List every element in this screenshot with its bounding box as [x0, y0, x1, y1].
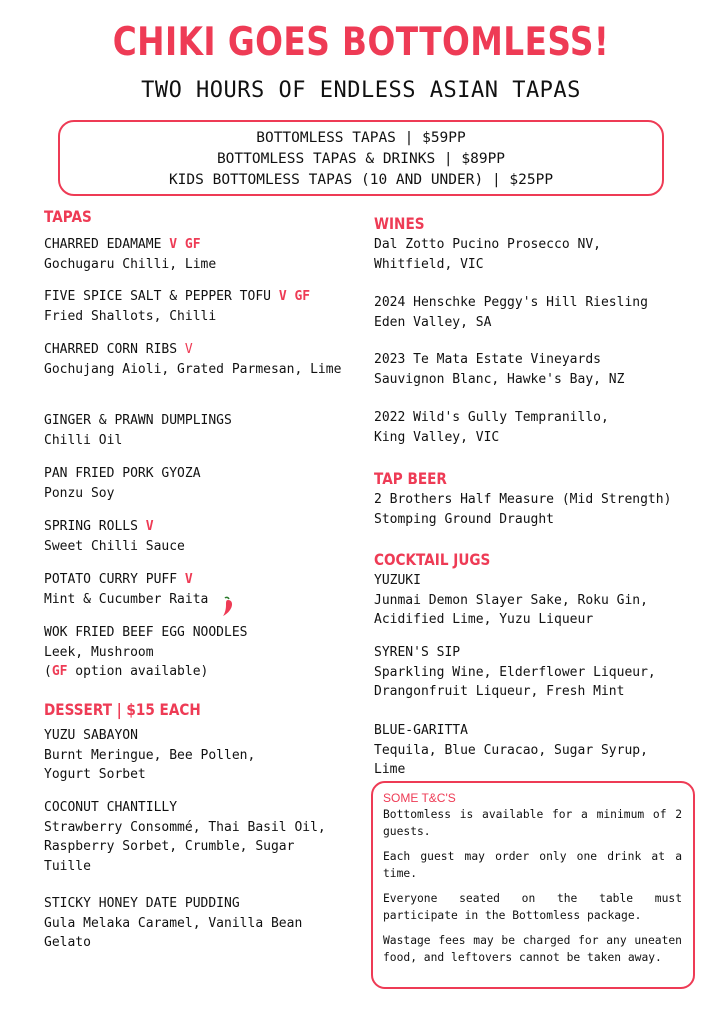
dessert-heading: DESSERT | $15 EACH: [44, 700, 201, 719]
item-note: (GF option available): [44, 664, 209, 679]
note-text: option available): [67, 664, 209, 679]
wine-line: Whitfield, VIC: [374, 256, 484, 272]
wine-line: 2023 Te Mata Estate Vineyards: [374, 352, 601, 367]
beer-line: Stomping Ground Draught: [374, 511, 555, 527]
wine-item: [374, 408, 694, 447]
item-desc: Gochujang Aioli, Grated Parmesan, Lime: [44, 361, 342, 377]
item-name: YUZU SABAYON: [44, 728, 138, 743]
wine-line: 2022 Wild's Gully Tempranillo,: [374, 410, 609, 425]
wine-line: King Valley, VIC: [374, 429, 500, 445]
price-bottomless-tapas: BOTTOMLESS TAPAS | $59PP: [256, 130, 466, 146]
item-name: BLUE-GARITTA: [374, 723, 468, 738]
item-name: WOK FRIED BEEF EGG NOODLES: [44, 625, 248, 640]
terms-paragraph: Wastage fees may be charged for any uneaten food, and leftovers cannot be taken away.: [383, 934, 682, 964]
cocktail-item: [374, 721, 694, 780]
price-tapas-drinks: BOTTOMLESS TAPAS & DRINKS | $89PP: [216, 151, 506, 167]
menu-item: [44, 235, 354, 274]
item-desc: Sweet Chilli Sauce: [44, 538, 185, 554]
terms-paragraph: Each guest may order only one drink at a time.: [383, 850, 682, 880]
wine-line: Eden Valley, SA: [374, 314, 492, 330]
item-name: GINGER & PRAWN DUMPLINGS: [44, 413, 232, 428]
beer-item: [374, 490, 694, 529]
menu-item: [44, 340, 354, 379]
wine-item: [374, 293, 694, 332]
price-kids: KIDS BOTTOMLESS TAPAS (10 AND UNDER) | $25PP: [168, 172, 554, 188]
page-title: CHIKI GOES BOTTOMLESS!: [112, 20, 610, 65]
menu-item: [44, 287, 354, 326]
menu-item: [44, 798, 354, 876]
wine-item: [374, 235, 694, 274]
item-name: SYREN'S SIP: [374, 645, 461, 660]
item-name: CHARRED CORN RIBS: [44, 342, 178, 357]
dietary-tag: V: [145, 519, 154, 534]
item-desc: Leek, Mushroom: [44, 644, 154, 660]
item-name: COCONUT CHANTILLY: [44, 800, 178, 815]
tapas-heading: TAPAS: [44, 207, 92, 226]
wine-line: Sauvignon Blanc, Hawke's Bay, NZ: [374, 371, 625, 387]
page-subtitle: TWO HOURS OF ENDLESS ASIAN TAPAS: [141, 78, 581, 103]
beer-line: 2 Brothers Half Measure (Mid Strength): [374, 492, 672, 507]
item-desc: Burnt Meringue, Bee Pollen, Yogurt Sorbet: [44, 747, 256, 782]
menu-item: [44, 726, 354, 785]
item-desc: Strawberry Consommé, Thai Basil Oil, Raspberry Sorbet, Crumble, Sugar Tuille: [44, 819, 326, 874]
item-desc: Tequila, Blue Curacao, Sugar Syrup, Lime: [374, 742, 648, 777]
item-name: STICKY HONEY DATE PUDDING: [44, 896, 240, 911]
cocktail-item: [374, 571, 694, 630]
price-box: [58, 120, 664, 196]
dietary-tag: V GF: [278, 289, 311, 304]
item-desc: Chilli Oil: [44, 432, 123, 448]
menu-item: [44, 464, 354, 503]
cocktail-heading: COCKTAIL JUGS: [374, 550, 491, 569]
item-name: FIVE SPICE SALT & PEPPER TOFU: [44, 289, 271, 304]
tap-beer-heading: TAP BEER: [374, 469, 447, 488]
item-name: POTATO CURRY PUFF: [44, 572, 178, 587]
item-desc: Gula Melaka Caramel, Vanilla Bean Gelato: [44, 915, 303, 950]
item-desc: Sparkling Wine, Elderflower Liqueur, Drangonfruit Liqueur, Fresh Mint: [374, 664, 656, 699]
wines-heading: WINES: [374, 214, 425, 233]
gf-tag: GF: [51, 664, 68, 679]
dietary-tag: V GF: [169, 237, 201, 252]
terms-paragraph: Everyone seated on the table must participate in the Bottomless package.: [383, 892, 682, 922]
menu-item: [44, 570, 354, 609]
item-name: CHARRED EDAMAME: [44, 237, 162, 252]
item-desc: Fried Shallots, Chilli: [44, 308, 217, 324]
item-desc: Mint & Cucumber Raita: [44, 591, 209, 607]
item-name: PAN FRIED PORK GYOZA: [44, 466, 201, 481]
item-name: SPRING ROLLS: [44, 519, 138, 534]
cocktail-item: [374, 643, 694, 702]
item-desc: Junmai Demon Slayer Sake, Roku Gin, Acidified Lime, Yuzu Liqueur: [374, 592, 648, 627]
item-desc: Gochugaru Chilli, Lime: [44, 256, 217, 272]
menu-item: [44, 517, 354, 556]
terms-box: [371, 781, 695, 989]
menu-item: [44, 623, 354, 682]
dietary-tag: V: [184, 572, 193, 587]
menu-item: [44, 411, 354, 450]
dietary-tag: V: [184, 342, 193, 357]
chilli-icon: [220, 596, 238, 618]
wine-line: Dal Zotto Pucino Prosecco NV,: [374, 237, 601, 252]
wine-line: 2024 Henschke Peggy's Hill Riesling: [374, 295, 648, 310]
menu-item: [44, 894, 354, 953]
item-name: YUZUKI: [374, 573, 421, 588]
terms-title: SOME T&C'S: [383, 791, 456, 805]
wine-item: [374, 350, 694, 389]
item-desc: Ponzu Soy: [44, 485, 115, 501]
terms-paragraph: Bottomless is available for a minimum of 2 guests.: [383, 808, 682, 838]
